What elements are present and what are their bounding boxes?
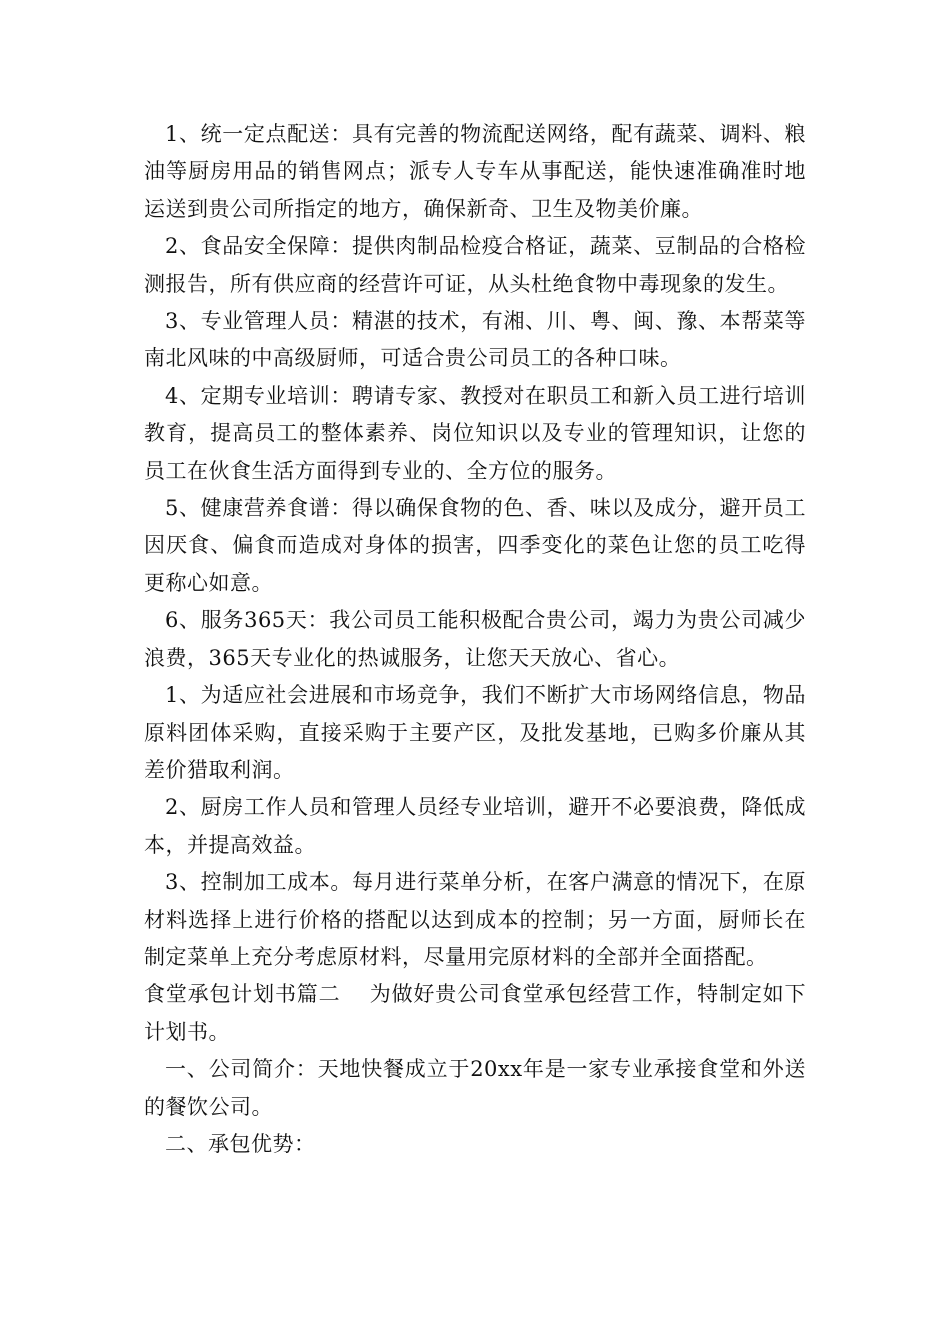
paragraph-delivery: 1、统一定点配送：具有完善的物流配送网络，配有蔬菜、调料、粮油等厨房用品的销售网点；派专人专车从事配送，能快速准确准时地运送到贵公司所指定的地方，确保新奇、卫生及物美价廉。 [144,122,806,221]
document-body [144,116,806,1163]
paragraph-nutrition: 5、健康营养食谱：得以确保食物的色、香、味以及成分，避开员工因厌食、偏食而造成对身体的损害，四季变化的菜色让您的员工吃得更称心如意。 [144,496,806,595]
paragraph-training: 4、定期专业培训：聘请专家、教授对在职员工和新入员工进行培训教育，提高员工的整体素养、岗位知识以及专业的管理知识，让您的员工在伙食生活方面得到专业的、全方位的服务。 [144,383,806,483]
paragraph-management-staff: 3、专业管理人员：精湛的技术，有湘、川、粤、闽、豫、本帮菜等南北风味的中高级厨师，可适合贵公司员工的各种口味。 [144,309,806,371]
paragraph-cost-control: 3、控制加工成本。每月进行菜单分析，在客户满意的情况下，在原材料选择上进行价格的搭配以达到成本的控制；另一方面，厨师长在制定菜单上充分考虑原材料，尽量用完原材料的全部并全面搭配。 [144,870,806,969]
paragraph-company-intro: 一、公司简介：天地快餐成立于20xx年是一家专业承接食堂和外送的餐饮公司。 [144,1057,806,1119]
paragraph-kitchen-staff: 2、厨房工作人员和管理人员经专业培训，避开不必要浪费，降低成本，并提高效益。 [144,795,806,857]
paragraph-service-365: 6、服务365天：我公司员工能积极配合贵公司，竭力为贵公司减少浪费，365天专业化的热诚服务，让您天天放心、省心。 [144,608,806,670]
paragraph-food-safety: 2、食品安全保障：提供肉制品检疫合格证，蔬菜、豆制品的合格检测报告，所有供应商的经营许可证，从头杜绝食物中毒现象的发生。 [144,234,806,296]
paragraph-procurement: 1、为适应社会进展和市场竞争，我们不断扩大市场网络信息，物品原料团体采购，直接采购于主要产区，及批发基地，已购多价廉从其差价猎取利润。 [144,683,806,782]
section-heading-part-two: 食堂承包计划书篇二 为做好贵公司食堂承包经营工作，特制定如下计划书。 [144,982,806,1044]
paragraph-advantages-heading: 二、承包优势： [165,1131,316,1156]
